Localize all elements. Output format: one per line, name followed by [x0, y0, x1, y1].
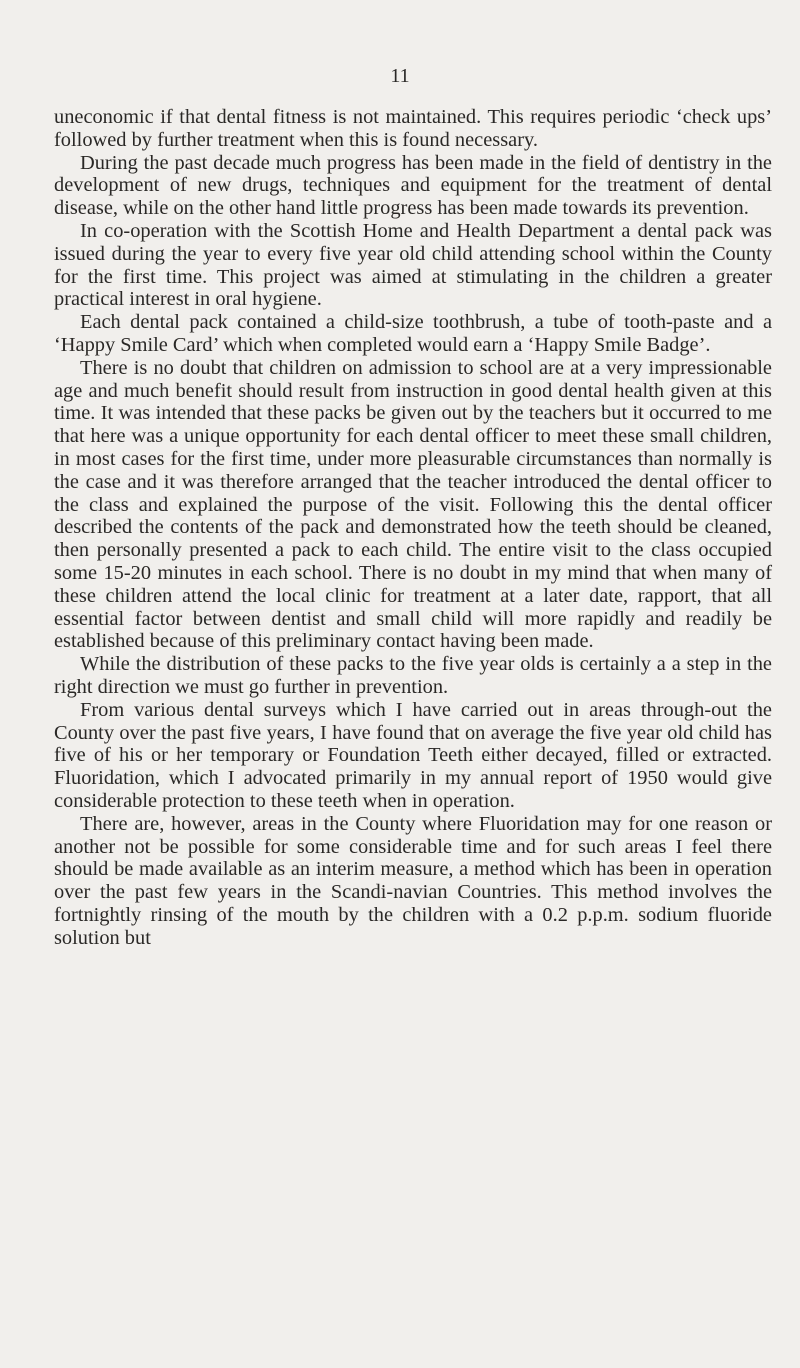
paragraph-school-visits: There is no doubt that children on admission to school are at a very impressionable age and much benefit should result from instruction in good dental health given at this time. It was intended that these packs be given out by the teachers but it occurred to me that here was a unique opportunity for each dental officer to meet these small children, in most cases for the first time, under more pleasurable circumstances than normally is the case and it was therefore arranged that the teacher introduced the dental officer to the class and explained the purpose of the visit. Following this the dental officer described the contents of the pack and demonstrated how the teeth should be cleaned, then personally presented a pack to each child. The entire visit to the class occupied some 15-20 minutes in each school. There is no doubt in my mind that when many of these children attend the local clinic for treatment at a later date, rapport, that all essential factor between dentist and small child will more rapidly and readily be established because of this preliminary contact having been made.	[54, 356, 772, 653]
paragraph-dental-surveys: From various dental surveys which I have carried out in areas through-out the County over the past five years, I have found that on average the five year old child has five of his or her temporary or Foundation Teeth either decayed, filled or extracted. Fluoridation, which I advocated primarily in my annual report of 1950 would give considerable protection to these teeth when in operation.	[54, 698, 772, 812]
paragraph-check-ups: uneconomic if that dental fitness is not maintained. This requires periodic ‘check ups’ followed by further treatment when this is found necessary.	[54, 106, 772, 151]
body-text	[54, 106, 772, 949]
paragraph-dental-pack-issued: In co-operation with the Scottish Home and Health Department a dental pack was issued during the year to every five year old child attending school within the County for the first time. This project was aimed at stimulating in the children a greater practical interest in oral hygiene.	[54, 219, 772, 311]
page-number: 11	[390, 65, 410, 87]
paragraph-fluoride-rinsing: There are, however, areas in the County where Fluoridation may for one reason or another not be possible for some considerable time and for such areas I feel there should be made available as an interim measure, a method which has been in operation over the past few years in the Scandi-navian Countries. This method involves the fortnightly rinsing of the mouth by the children with a 0.2 p.p.m. sodium fluoride solution but	[54, 812, 772, 949]
paragraph-dentistry-progress: During the past decade much progress has been made in the field of dentistry in the development of new drugs, techniques and equipment for the treatment of dental disease, while on the other hand little progress has been made towards its prevention.	[54, 151, 772, 220]
paragraph-further-prevention: While the distribution of these packs to the five year olds is certainly a a step in the right direction we must go further in prevention.	[54, 653, 772, 698]
paragraph-pack-contents: Each dental pack contained a child-size toothbrush, a tube of tooth-paste and a ‘Happy Smile Card’ which when completed would earn a ‘Happy Smile Badge’.	[54, 311, 772, 356]
